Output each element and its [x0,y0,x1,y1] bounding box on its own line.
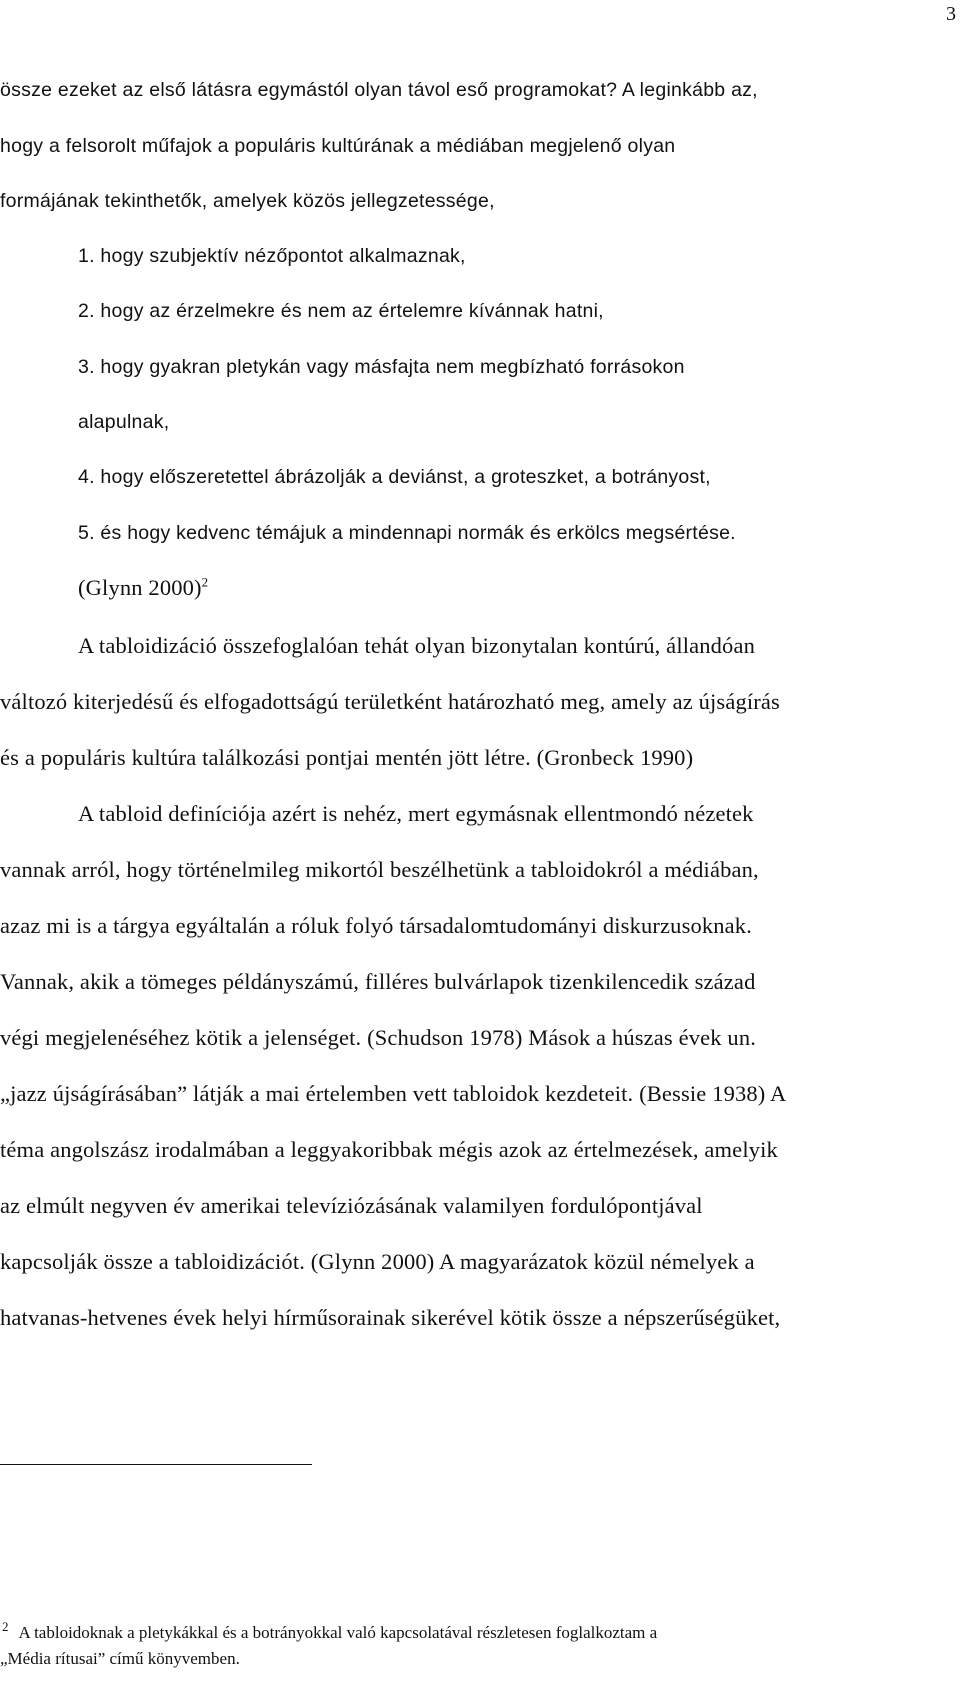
paragraph-line: „jazz újságírásában” látják a mai értelemben vett tabloidok kezdeteit. (Bessie 1938) A [0,1081,787,1106]
text-line: hogy a felsorolt műfajok a populáris kultúrának a médiában megjelenő olyan [0,135,676,157]
footnote-marker: 2 [2,1619,9,1635]
footnote-line: „Média rítusai” című könyvemben. [0,1649,240,1668]
list-item: 2. hogy az érzelmekre és nem az értelemre kívánnak hatni, [78,300,604,322]
paragraph-line: hatvanas-hetvenes évek helyi hírműsorainak sikerével kötik össze a népszerűségüket, [0,1305,781,1330]
citation-line [78,573,208,603]
footnote-text: A tabloidoknak a pletykákkal és a botrányokkal való kapcsolatával részletesen foglalkoztam a [18,1623,658,1642]
paragraph-line: vannak arról, hogy történelmileg mikortól beszélhetünk a tabloidokról a médiában, [0,857,759,882]
page-number: 3 [946,3,956,25]
footnote-reference: 2 [201,574,209,590]
paragraph-line: végi megjelenéséhez kötik a jelenséget. (Schudson 1978) Mások a húszas évek un. [0,1025,757,1050]
paragraph-line: az elmúlt negyven év amerikai televíziózásának valamilyen fordulópontjával [0,1193,703,1218]
paragraph-line: A tabloidizáció összefoglalóan tehát olyan bizonytalan kontúrú, állandóan [78,633,755,658]
paragraph-line: változó kiterjedésű és elfogadottságú területként határozható meg, amely az újságírás [0,689,780,714]
list-item: 3. hogy gyakran pletykán vagy másfajta nem megbízható forrásokon [78,356,685,378]
paragraph-line: Vannak, akik a tömeges példányszámú, filléres bulvárlapok tizenkilencedik század [0,969,756,994]
paragraph-line: A tabloid definíciója azért is nehéz, mert egymásnak ellentmondó nézetek [78,801,754,826]
paragraph-line: kapcsolják össze a tabloidizációt. (Glynn 2000) A magyarázatok közül némelyek a [0,1249,755,1274]
footnote-divider [0,1464,312,1465]
list-item: 4. hogy előszeretettel ábrázolják a deviánst, a groteszket, a botrányost, [78,466,711,488]
list-item: alapulnak, [78,411,170,433]
paragraph-line: téma angolszász irodalmában a leggyakoribbak mégis azok az értelmezések, amelyik [0,1137,778,1162]
paragraph-line: és a populáris kultúra találkozási pontjai mentén jött létre. (Gronbeck 1990) [0,745,694,770]
citation-text: (Glynn 2000) [78,575,202,600]
list-item: 1. hogy szubjektív nézőpontot alkalmaznak, [78,245,466,267]
footnote-line [0,1619,658,1644]
list-item: 5. és hogy kedvenc témájuk a mindennapi normák és erkölcs megsértése. [78,522,736,544]
paragraph-line: azaz mi is a tárgya egyáltalán a róluk folyó társadalomtudományi diskurzusoknak. [0,913,752,938]
text-line: formájának tekinthetők, amelyek közös jellegzetessége, [0,190,495,212]
text-line: össze ezeket az első látásra egymástól olyan távol eső programokat? A leginkább az, [0,79,758,101]
